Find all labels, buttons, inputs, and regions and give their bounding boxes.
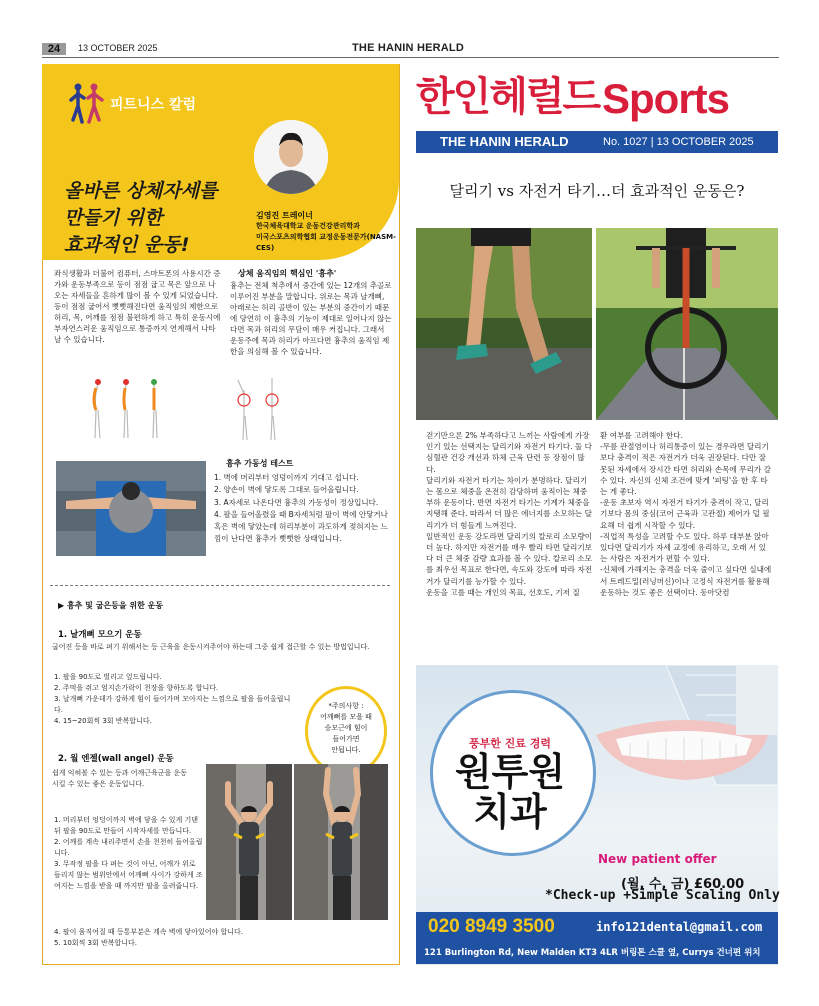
list-item: 4. 15~20회씩 3회 반복합니다.: [54, 717, 152, 725]
note-line: 안됩니다.: [331, 746, 361, 754]
paragraph: -신체에 가해지는 충격을 더욱 줄이고 싶다면 실내에서 트레드밀(러닝머신)이나 고정식 자전거를 활용해 운동하는 것도 좋은 선택이다. 동아닷컴: [600, 565, 772, 597]
article-column-2: [600, 430, 772, 598]
test-heading: 흉추 가동성 테스트: [226, 459, 294, 468]
list-item: 2. 주먹을 쥐고 엄지손가락이 천장을 향하도록 합니다.: [54, 684, 219, 692]
exercise-2-steps-tail: [54, 927, 384, 949]
wall-angel-photo-end: [294, 764, 388, 920]
ad-check: *Check-up +Simple Scaling Only: [545, 888, 780, 903]
wall-angel-photo-start: [206, 764, 292, 920]
header-date: 13 OCTOBER 2025: [78, 43, 158, 53]
author-line: 미국스포츠의학협회 교정운동전문가(NASM-: [256, 233, 397, 241]
exercise-1-intro: 굽어진 등을 바로 펴기 위해서는 등 근육을 운동시켜주어야 하는데 그중 쉽게 접근할 수 있는 방법입니다.: [52, 643, 370, 651]
caution-note: [305, 686, 387, 776]
list-item: 2. 어깨를 계속 내리주면서 손을 천천히 들어올립니다.: [54, 838, 203, 857]
posture-figures-illustration: [80, 376, 172, 442]
paragraph: -무릎 관절염이나 허리통증이 있는 경우라면 달리기보다 충격이 적은 자전거가 더욱 권장된다. 다만 잘못된 자세에서 장시간 타면 허리와 손목에 무리가 갈 수 있다. 자신의 신체 조건에 맞게 '피팅'을 한 후 타는 게 좋다.: [600, 442, 771, 497]
list-item: 1. 벽에 머리부터 엉덩이까지 기대고 섭니다.: [214, 473, 359, 482]
ad-phone: 020 8949 3500: [428, 916, 555, 937]
masthead-issue: No. 1027 | 13 OCTOBER 2025: [603, 136, 754, 148]
ad-clinic-name: [430, 752, 590, 832]
list-item: 1. 팔을 90도로 벌리고 엎드립니다.: [54, 673, 162, 681]
intro-paragraph: 좌식생활과 더불어 컴퓨터, 스마트폰의 사용시간 증가와 운동부족으로 등이 점점 굽고 목은 앞으로 나오는 자세들을 흔하게 많이 볼 수 있게 되었습니다. 등이 점점 굽어서 뻣뻣해진다면 움직임의 제한으로 허리, 목, 어깨를 점점 불편하게 하고 특히 운동시에 부자연스러운 움직임으로 통증까지 연계해서 나타날 수 있습니다.: [54, 269, 221, 344]
note-line: 승모근에 힘이: [324, 724, 368, 732]
core-paragraph: 흉추는 전체 척추에서 중간에 있는 12개의 추골로 이루어진 부분을 말합니다. 위로는 목과 날개뼈, 아래로는 허리 골반이 있는 부분의 중간이기 때문에 당연히 이 흉추의 기능이 제대로 일어나지 않는다면 목과 허리의 무담이 매우 커집니다. 그래서 운동주에 목과 허리가 아프다면 흉추의 움직임 제한을 의심해 볼 수 있습니다.: [230, 281, 392, 356]
header-rule: [42, 57, 779, 58]
author-info: [256, 210, 401, 254]
note-line: 어깨뼈를 모을 때: [320, 713, 372, 721]
title-line: 효과적인 운동!: [64, 234, 190, 256]
exercise-heading: ▶ 흉추 및 굽은등을 위한 운동: [58, 601, 164, 610]
list-item: 5. 10회씩 3회 반복합니다.: [54, 939, 138, 947]
paragraph: 일반적인 운동 강도라면 달리기의 칼로리 소모량이 더 높다. 하지만 자전거를 매우 빨리 타면 달리기보다 더 큰 체중 감량 효과를 볼 수 있다. 칼로리 소모를 최우선 목표로 한다면, 속도와 강도에 따라 자전거가 달리기를 능가할 수 있다.: [426, 531, 593, 586]
logo-sports: Sports: [602, 75, 730, 122]
column-label: 피트니스 칼럼: [110, 97, 197, 113]
ad-address: 121 Burlington Rd, New Malden KT3 4LR 버링톤 스쿨 옆, Currys 건너편 위치: [424, 948, 761, 958]
paragraph: -직업적 특성을 고려할 수도 있다. 하루 대부분 앉아 있다면 달리기가 자세 교정에 유리하고, 오래 서 있는 사람은 자전거가 편할 수 있다.: [600, 531, 769, 564]
author-avatar: [254, 120, 328, 194]
masthead-name: THE HANIN HERALD: [440, 134, 569, 149]
logo-korean: 한인헤럴드: [416, 74, 600, 120]
section-divider: [50, 585, 390, 586]
ad-offer: New patient offer: [598, 852, 717, 866]
ad-email: info121dental@gmail.com: [596, 920, 763, 934]
list-item: 2. 양손이 벽에 닿도록 그대로 들어올립니다.: [214, 485, 359, 495]
title-line: 만들기 위한: [64, 207, 163, 229]
article-column-1: [426, 430, 594, 598]
author-line: CES): [256, 244, 275, 252]
page-number: 24: [42, 43, 66, 55]
exercise-1-heading: 1. 날개뼈 모으기 운동: [58, 630, 142, 640]
list-item: 4. 팔을 들어올렸을 때 B자세처럼 팔이 벽에 안닿거나 혹은 벽에 닿았는데 허리부분이 과도하게 젖혀지는 느낌이 난다면 흉추가 뻣뻣한 상태입니다.: [214, 509, 388, 544]
test-list: [214, 472, 392, 546]
exercise-2-heading: 2. 월 엔젤(wall angel) 운동: [58, 754, 174, 764]
paragraph: 환 여부를 고려해야 한다.: [600, 431, 684, 440]
ad-tagline: 풍부한 진료 경력: [468, 737, 552, 750]
exercise-1-steps: [54, 672, 292, 727]
note-line: *주의사항 :: [328, 702, 364, 710]
clinic-name-line: 원투원: [454, 750, 566, 794]
runners-icon: [68, 82, 106, 128]
cycling-photo: [596, 228, 778, 420]
exercise-2-intro: 쉽게 익혀볼 수 있는 등과 어깨근육군을 운동시킬 수 있는 좋은 운동입니다.: [52, 769, 188, 788]
exercise-2-steps: [54, 815, 204, 892]
clinic-name-line: 치과: [473, 790, 547, 834]
paragraph: 운동을 고를 때는 개인의 목표, 선호도, 기저 질: [426, 587, 580, 597]
list-item: 1. 머리부터 엉덩이까지 벽에 닿을 수 있게 기댄뒤 팔을 90도로 만들어 시작자세를 만듭니다.: [54, 816, 198, 835]
core-heading: 상체 움직임의 핵심인 '흉추': [238, 269, 337, 278]
title-line: 올바른 상체자세를: [64, 180, 218, 202]
list-item: 3. A자세로 나온다면 흉추의 가동성이 정상입니다.: [214, 497, 379, 507]
paragraph: -운동 초보자 역시 자전거 타기가 충격이 작고, 달리기보다 몸의 중심(코어 근육과 고관절) 제어가 덜 필요해 더 쉽게 시작할 수 있다.: [600, 498, 770, 530]
prone-exercise-photo: [56, 461, 206, 556]
column-title: [64, 178, 217, 259]
running-photo: [416, 228, 592, 420]
wall-test-illustration: [228, 376, 290, 442]
note-line: 들어가면: [332, 735, 360, 743]
header-paper-name: THE HANIN HERALD: [352, 42, 464, 54]
author-name: 김영진 트레이너: [256, 211, 313, 220]
list-item: 3. 무작정 팔을 다 펴는 것이 아닌, 어깨가 위로 들리지 않는 범위안에서 어깨뼈 사이가 강하게 조여지는 느낌을 받을 때 까지만 팔을 올려줍니다.: [54, 860, 203, 890]
paragraph: 달리기와 자전거 타기는 차이가 분명하다. 달리기는 몸으로 체중을 온전히 감당하며 움직이는 체중 부하 운동이다. 반면 자전거 타기는 기계가 체중을 지탱해 준다. 따라서 더 많은 에너지를 소모하는 달리기가 더 힘들게 느껴진다.: [426, 475, 593, 530]
article-title: 달리기 vs 자전거 타기…더 효과적인 운동은?: [449, 182, 745, 200]
paragraph: 걷기만으론 2% 부족하다고 느끼는 사람에게 가장 인기 있는 선택지는 달리기와 자전거 타기다. 둘 다 심혈관 건강 개선과 하체 근육 단련 등 장점이 많다.: [426, 431, 593, 474]
list-item: 4. 팔이 움직여질 때 등통부분은 계속 벽에 닿아있어야 합니다.: [54, 928, 243, 936]
author-line: 한국체육대학교 운동건강관리학과: [256, 222, 360, 230]
ad-price: (월, 수, 금) £60.00: [621, 877, 745, 892]
list-item: 3. 날개뼈 가운데가 강하게 힘이 들어가며 모아지는 느낌으로 팔을 들어올립니다.: [54, 695, 291, 714]
